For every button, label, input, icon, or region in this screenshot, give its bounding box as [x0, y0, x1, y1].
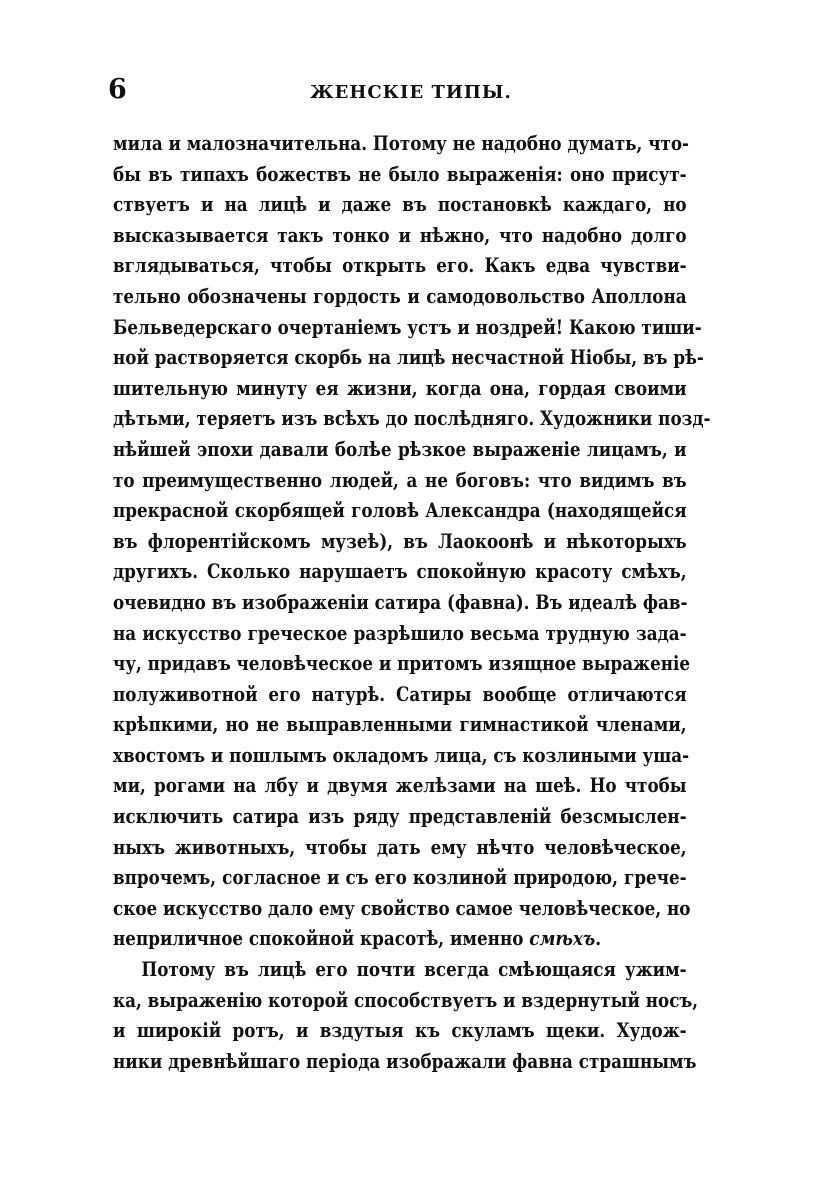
text-line: ствуетъ и на лицѣ и даже въ постановкѣ каждаго, но	[113, 193, 687, 217]
text-line: ники древнѣйшаго періода изображали фавна страшнымъ	[113, 1049, 697, 1073]
text-line: шительную минуту ея жизни, когда она, гордая своими	[113, 376, 687, 400]
paragraph-end-line	[113, 924, 687, 955]
text-line: полуживотной его натурѣ. Сатиры вообще отличаются	[113, 682, 687, 706]
text-line: Бельведерскаго очертаніемъ устъ и ноздрей! Какою тиши-	[113, 315, 702, 339]
text-line: мила и малозначительна. Потому не надобно думать, что-	[113, 132, 690, 155]
page-number: 6	[108, 74, 127, 105]
text-line: ныхъ животныхъ, чтобы дать ему нѣчто человѣческое,	[113, 835, 687, 859]
text-line: на искусство греческое разрѣшило весьма трудную зада-	[113, 621, 687, 645]
text-line: высказывается такъ тонко и нѣжно, что надобно долго	[113, 223, 687, 247]
emphasized-word: смѣхъ	[529, 927, 596, 951]
text-line: хвостомъ и пошлымъ окладомъ лица, съ козлиными уша-	[113, 743, 690, 767]
text-line: и широкій ротъ, и вздутыя къ скуламъ щеки. Худож-	[113, 1019, 687, 1043]
text-line: исключить сатира изъ ряду представленій безсмыслен-	[113, 805, 687, 829]
text-segment: .	[595, 927, 602, 951]
text-line: ка, выраженію которой способствуетъ и вздернутый носъ,	[113, 988, 699, 1012]
text-line: впрочемъ, согласное и съ его козлиной природою, грече-	[113, 866, 687, 890]
text-line: очевидно въ изображеніи сатира (фавна). Въ идеалѣ фав-	[113, 590, 688, 614]
text-line: вглядываться, чтобы открыть его. Какъ едва чувстви-	[113, 254, 687, 278]
text-line: крѣпкими, но не выправленными гимнастикой членами,	[113, 713, 687, 737]
text-line: нѣйшей эпохи давали болѣе рѣзкое выраженіе лицамъ, и	[113, 437, 687, 461]
text-line: ной растворяется скорбь на лицѣ несчастной Ніобы, въ рѣ-	[113, 346, 704, 370]
text-line: тельно обозначены гордость и самодовольство Аполлона	[113, 284, 687, 308]
body-text	[113, 129, 711, 1077]
text-line: ское искусство дало ему свойство самое человѣческое, но	[113, 896, 691, 920]
text-line: ми, рогами на лбу и двумя желѣзами на шеѣ. Но чтобы	[113, 774, 687, 798]
paragraph-start-line: Потому въ лицѣ его почти всегда смѣющаяся ужим-	[141, 958, 687, 982]
text-line: бы въ типахъ божествъ не было выраженія: оно присут-	[113, 162, 687, 186]
text-line: чу, придавъ человѣческое и притомъ изящное выраженіе	[113, 652, 691, 676]
text-segment: неприличное спокойной красотѣ, именно	[113, 927, 530, 951]
text-line: дѣтьми, теряетъ изъ всѣхъ до послѣдняго. Художники позд-	[113, 407, 711, 431]
running-title: ЖЕНСКІЕ ТИПЫ.	[310, 82, 512, 103]
text-line: то преимущественно людей, а не боговъ: что видимъ въ	[113, 468, 687, 492]
text-line: прекрасной скорбящей головѣ Александра (находящейся	[113, 499, 687, 523]
text-line: въ флорентійскомъ музеѣ), въ Лаокоонѣ и нѣкоторыхъ	[113, 529, 687, 553]
text-line: другихъ. Сколько нарушаетъ спокойную красоту смѣхъ,	[113, 560, 687, 584]
